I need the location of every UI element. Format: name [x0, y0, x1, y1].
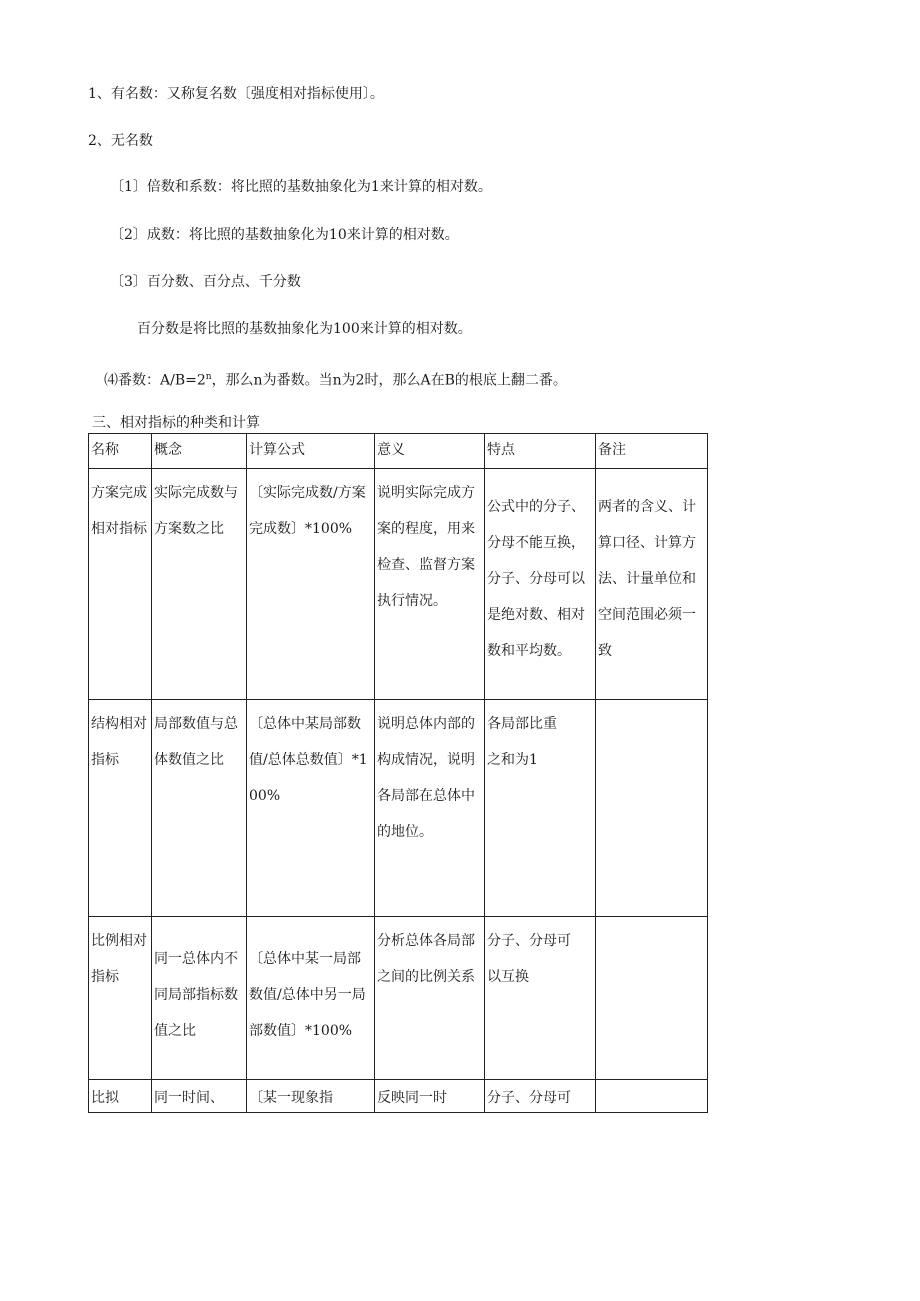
paragraph-doubling-number: ⑷番数：$A/B=2^n$，那么n为番数。当n为2时，那么A在B的根底上翻二番。	[104, 372, 567, 389]
relative-indicator-table	[88, 433, 708, 1113]
cell-remark	[596, 917, 708, 1080]
paragraph-unnamed-number: 2、无名数	[88, 133, 153, 149]
cell-formula: 〔某一现象指	[247, 1080, 375, 1113]
paragraph-tenths: 〔2〕成数：将比照的基数抽象化为10来计算的相对数。	[110, 227, 459, 243]
cell-concept: 同一总体内不同局部指标数值之比	[152, 917, 247, 1080]
paragraph-percentages: 〔3〕百分数、百分点、千分数	[110, 274, 301, 290]
cell-concept: 同一时间、	[152, 1080, 247, 1113]
cell-feature: 分子、分母可以互换	[485, 917, 596, 1080]
header-name: 名称	[89, 434, 152, 469]
cell-meaning: 说明总体内部的构成情况，说明各局部在总体中的地位。	[375, 700, 485, 917]
paragraph-percentage-definition: 百分数是将比照的基数抽象化为100来计算的相对数。	[137, 321, 472, 337]
cell-name: 方案完成相对指标	[89, 469, 152, 700]
cell-formula: 〔实际完成数/方案完成数〕*100%	[247, 469, 375, 700]
cell-formula: 〔总体中某局部数值/总体总数值〕*100%	[247, 700, 375, 917]
cell-feature: 分子、分母可	[485, 1080, 596, 1113]
table-header-row	[89, 434, 708, 469]
paragraph-multiple-coefficient: 〔1〕倍数和系数：将比照的基数抽象化为1来计算的相对数。	[110, 179, 492, 195]
cell-name: 比拟	[89, 1080, 152, 1113]
cell-concept: 局部数值与总体数值之比	[152, 700, 247, 917]
cell-name: 结构相对指标	[89, 700, 152, 917]
cell-meaning: 分析总体各局部之间的比例关系	[375, 917, 485, 1080]
cell-meaning: 说明实际完成方案的程度，用来检查、监督方案执行情况。	[375, 469, 485, 700]
cell-remark: 两者的含义、计算口径、计算方法、计量单位和空间范围必须一致	[596, 469, 708, 700]
paragraph-named-number: 1、有名数：又称复名数〔强度相对指标使用〕。	[88, 86, 384, 102]
cell-name: 比例相对指标	[89, 917, 152, 1080]
table-row	[89, 469, 708, 700]
table-row	[89, 1080, 708, 1113]
header-remark: 备注	[596, 434, 708, 469]
cell-feature: 各局部比重之和为1	[485, 700, 596, 917]
header-formula: 计算公式	[247, 434, 375, 469]
header-feature: 特点	[485, 434, 596, 469]
section-title: 三、相对指标的种类和计算	[92, 415, 260, 431]
cell-concept: 实际完成数与方案数之比	[152, 469, 247, 700]
cell-meaning: 反映同一时	[375, 1080, 485, 1113]
cell-remark	[596, 700, 708, 917]
cell-formula: 〔总体中某一局部数值/总体中另一局部数值〕*100%	[247, 917, 375, 1080]
cell-remark	[596, 1080, 708, 1113]
table-row	[89, 700, 708, 917]
header-meaning: 意义	[375, 434, 485, 469]
cell-feature: 公式中的分子、分母不能互换，分子、分母可以是绝对数、相对数和平均数。	[485, 469, 596, 700]
table-row	[89, 917, 708, 1080]
header-concept: 概念	[152, 434, 247, 469]
